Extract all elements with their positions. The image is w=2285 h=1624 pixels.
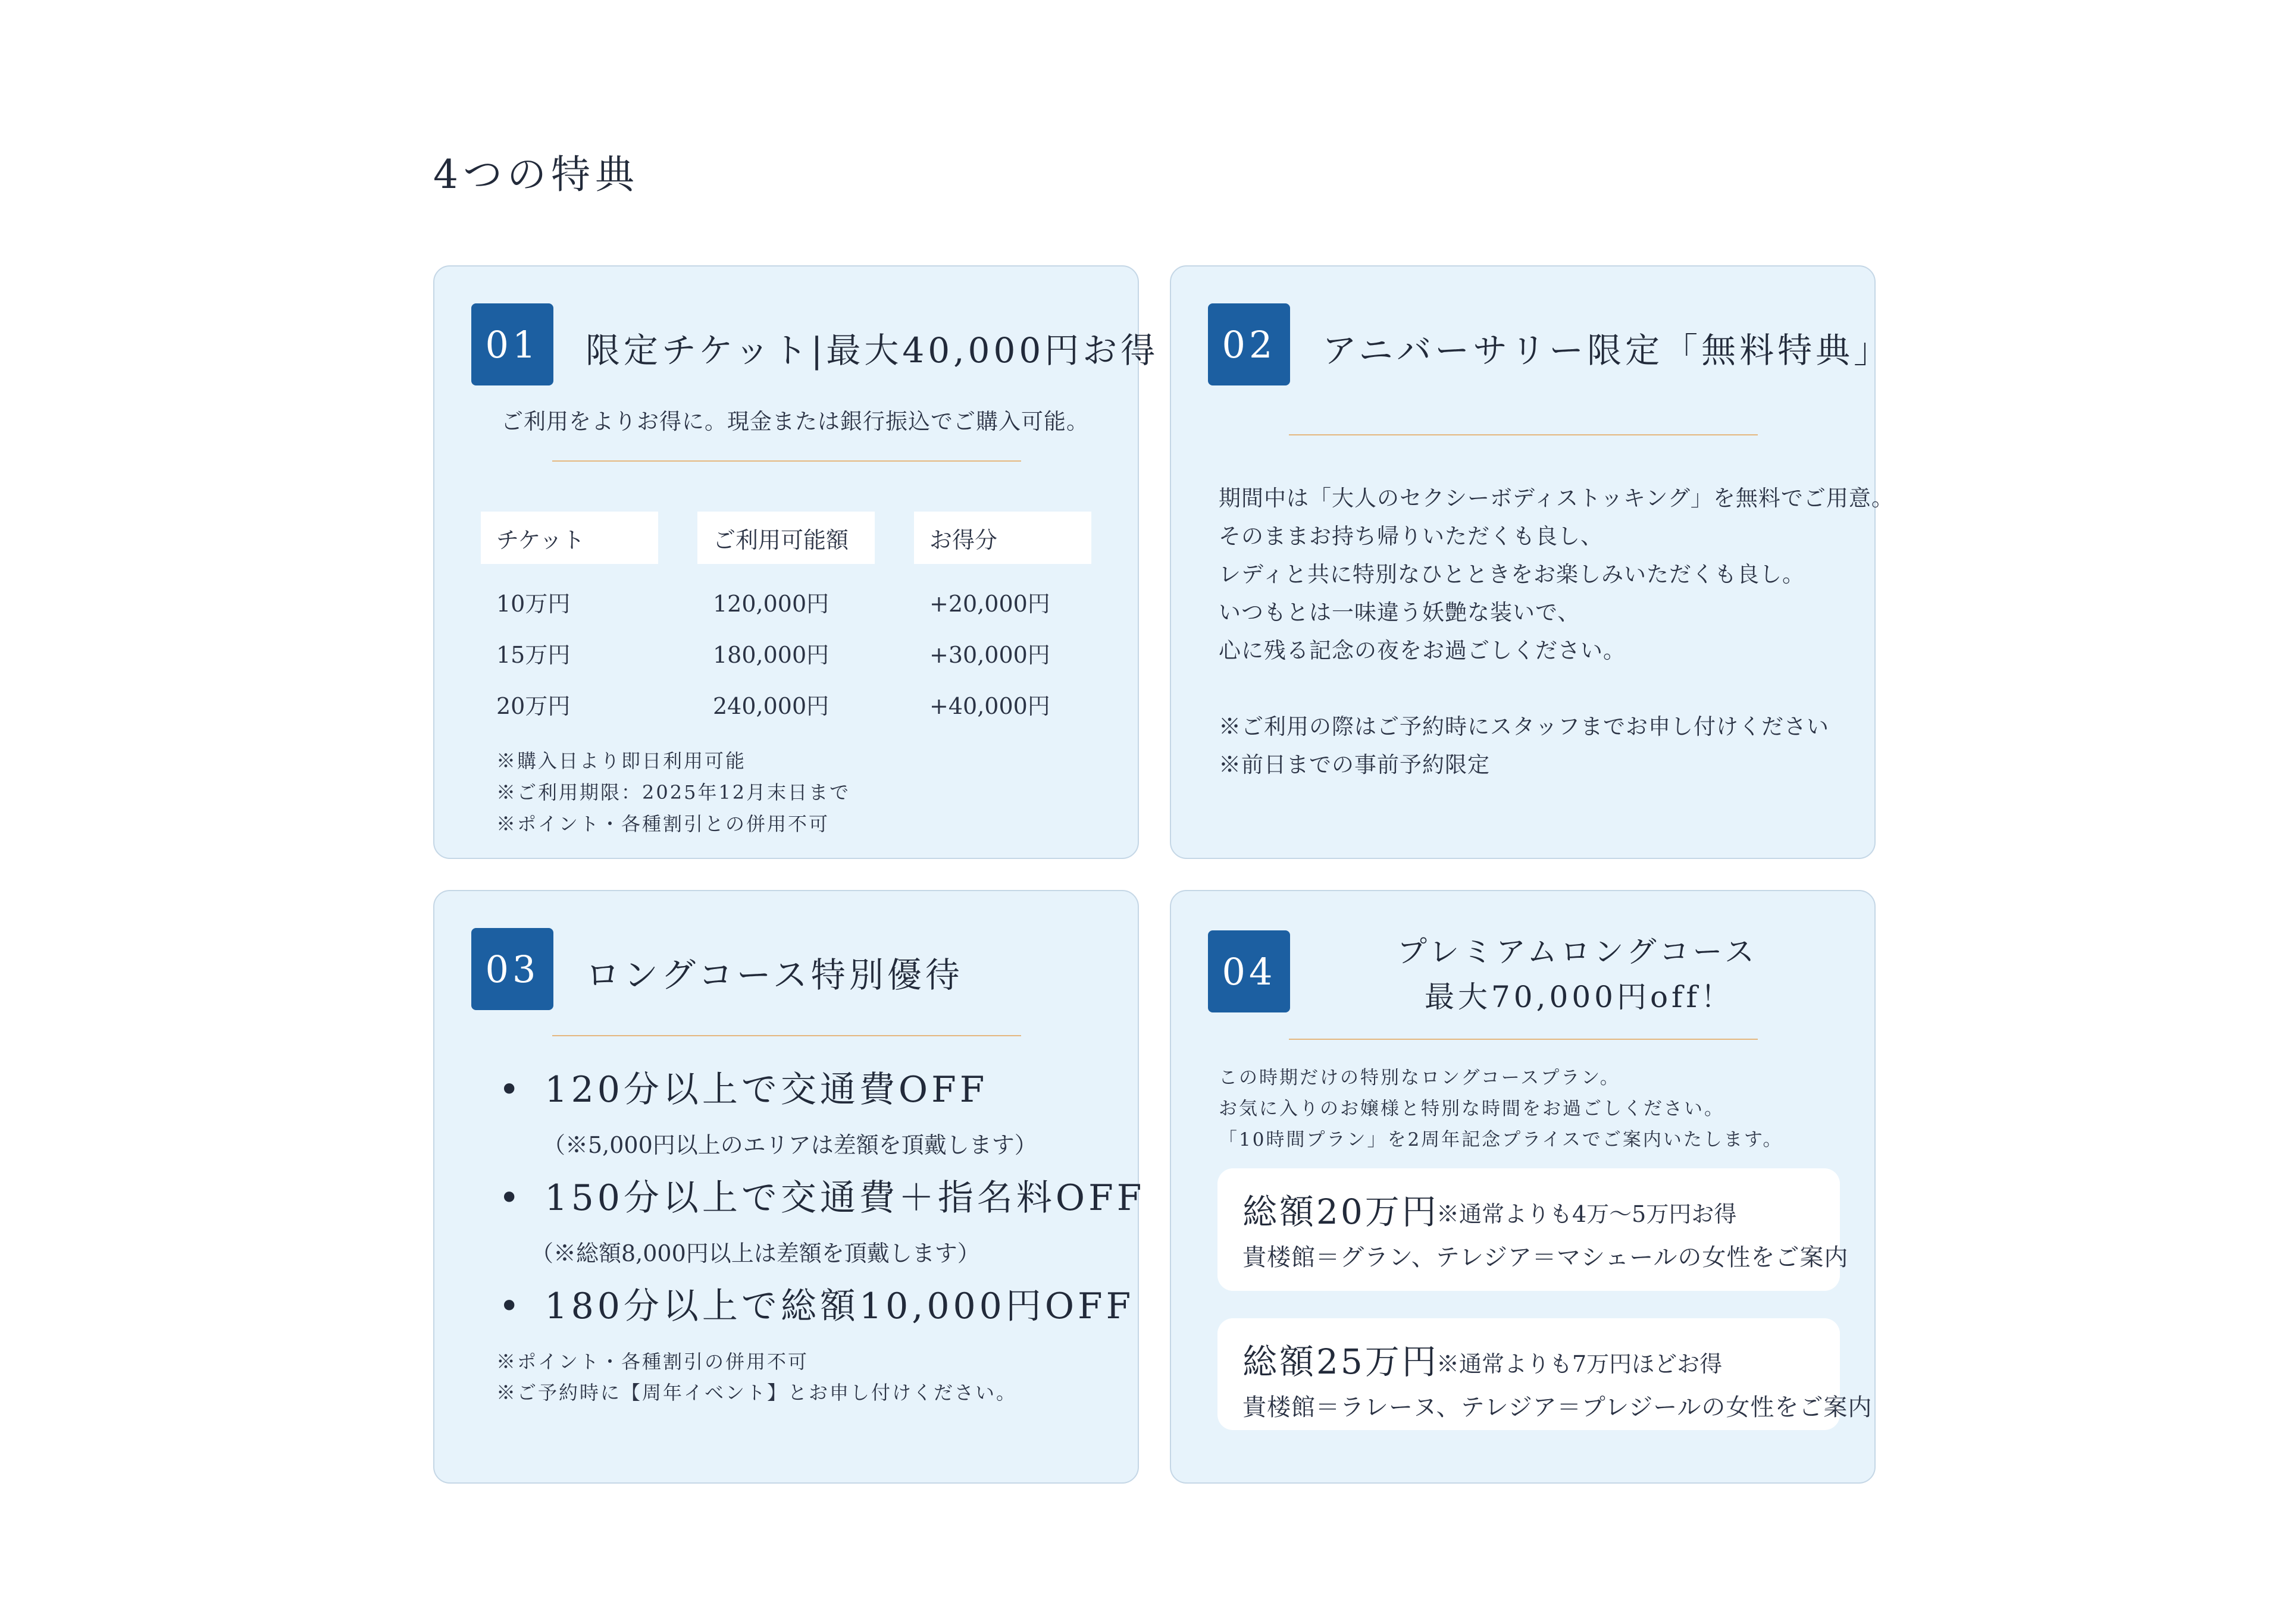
card-heading: ロングコース特別優待 <box>586 955 963 995</box>
table-header-bonus: お得分 <box>914 512 1091 564</box>
table-cell: +40,000円 <box>929 693 1050 719</box>
note-text: ※ご利用期限：2025年12月末日まで <box>496 781 851 804</box>
plan-card <box>1217 1318 1873 1430</box>
paragraph-line: いつもとは一味違う妖艶な装いで、 <box>1219 600 1580 625</box>
bullet-note: （※総額8,000円以上は差額を頂戴します） <box>531 1240 980 1266</box>
benefit-card-premium <box>1170 890 1876 1484</box>
plan-description: 貴楼館＝ラレーヌ、テレジア＝プレジールの女性をご案内 <box>1242 1394 1873 1421</box>
page-title: 4つの特典 <box>433 152 639 197</box>
divider <box>1289 434 1758 435</box>
note-text: ※ポイント・各種割引の併用不可 <box>496 1350 809 1373</box>
bullet-item <box>499 1278 1134 1329</box>
plan-card <box>1217 1168 1849 1291</box>
card-heading-line2: 最大70,000円off！ <box>1425 980 1735 1014</box>
note-text: ※前日までの事前予約限定 <box>1219 752 1490 777</box>
table-header-ticket: チケット <box>481 512 658 564</box>
note-text: ※ご利用の際はご予約時にスタッフまでお申し付けください <box>1219 714 1829 739</box>
paragraph-line: 期間中は「大人のセクシーボディストッキング」を無料でご用意。 <box>1219 485 1894 511</box>
table-cell: 120,000円 <box>713 591 830 617</box>
divider <box>552 1035 1021 1036</box>
bullet-text: 120分以上で交通費OFF <box>544 1069 988 1111</box>
bullet-marker: • <box>499 1069 524 1111</box>
plan-price: 総額25万円 <box>1242 1341 1439 1382</box>
bullet-marker: • <box>499 1177 524 1219</box>
note-text: ※ポイント・各種割引との併用不可 <box>496 813 830 835</box>
benefit-card-long-course <box>433 890 1145 1484</box>
table-cell: 180,000円 <box>713 642 830 668</box>
card-number-badge: 04 <box>1208 930 1290 1012</box>
bullet-note: （※5,000円以上のエリアは差額を頂戴します） <box>543 1132 1037 1158</box>
bullet-text: 150分以上で交通費＋指名料OFF <box>544 1177 1145 1219</box>
table-cell: +20,000円 <box>929 591 1050 617</box>
note-text: ※ご予約時に【周年イベント】とお申し付けください。 <box>496 1381 1018 1404</box>
card-heading: 限定チケット|最大40,000円お得 <box>586 330 1159 371</box>
bullet-item <box>499 1061 988 1112</box>
plan-description: 貴楼館＝グラン、テレジア＝マシェールの女性をご案内 <box>1242 1244 1849 1271</box>
note-text: ※購入日より即日利用可能 <box>496 750 747 772</box>
card-heading: アニバーサリー限定「無料特典」 <box>1322 330 1892 371</box>
plan-note: ※通常よりも7万円ほどお得 <box>1436 1351 1723 1377</box>
bullet-text: 180分以上で総額10,000円OFF <box>544 1286 1135 1327</box>
card-subtitle: ご利用をよりお得に。現金または銀行振込でご購入可能。 <box>501 409 1089 434</box>
table-cell: 240,000円 <box>713 693 830 719</box>
paragraph-line: そのままお持ち帰りいただくも良し、 <box>1219 523 1603 549</box>
card-number-badge: 02 <box>1208 303 1290 385</box>
table-cell: 10万円 <box>496 591 571 617</box>
bullet-item <box>499 1170 1145 1221</box>
table-cell: 15万円 <box>496 642 571 668</box>
table-cell: +30,000円 <box>929 642 1050 668</box>
plan-price: 総額20万円 <box>1242 1192 1439 1232</box>
table-header-usable: ご利用可能額 <box>697 512 875 564</box>
paragraph-line: レディと共に特別なひとときをお楽しみいただくも良し。 <box>1219 562 1805 587</box>
intro-text: この時期だけの特別なロングコースプラン。 <box>1219 1067 1620 1089</box>
bullet-marker: • <box>499 1286 524 1327</box>
plan-note: ※通常よりも4万〜5万円お得 <box>1436 1201 1737 1227</box>
card-number-badge: 01 <box>471 303 553 385</box>
divider <box>1289 1039 1758 1040</box>
intro-text: お気に入りのお嬢様と特別な時間をお過ごしください。 <box>1219 1098 1724 1120</box>
paragraph-line: 心に残る記念の夜をお過ごしください。 <box>1219 638 1626 663</box>
table-cell: 20万円 <box>496 693 571 719</box>
benefit-card-ticket <box>433 265 1159 859</box>
card-number-badge: 03 <box>471 928 553 1010</box>
card-heading-line1: プレミアムロングコース <box>1397 935 1758 969</box>
intro-text: 「10時間プラン」を2周年記念プライスでご案内いたします。 <box>1219 1129 1783 1150</box>
benefit-card-free-gift <box>1170 265 1894 859</box>
divider <box>552 460 1021 462</box>
